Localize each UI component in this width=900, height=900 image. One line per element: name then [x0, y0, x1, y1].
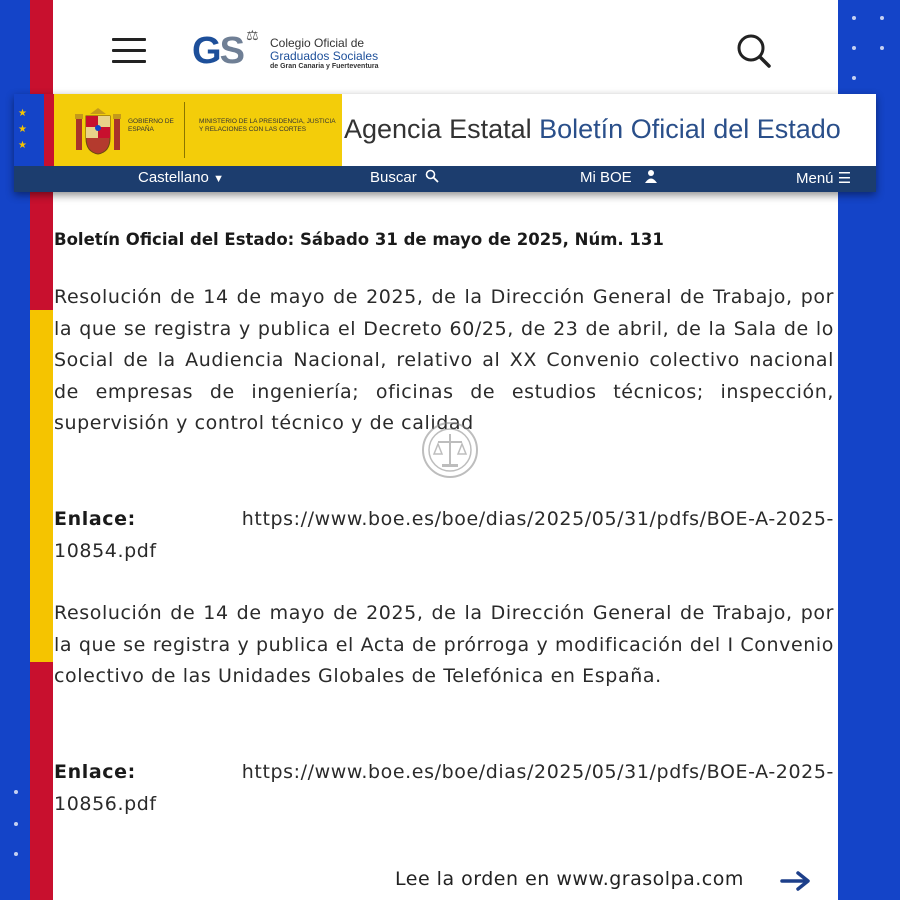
decor-dot: [852, 76, 856, 80]
divider: [184, 102, 185, 158]
gobierno-label: GOBIERNO DE ESPAÑA: [128, 118, 174, 133]
decor-dot: [14, 822, 18, 826]
my-boe-label: Mi BOE: [580, 169, 632, 186]
government-block: [54, 94, 342, 166]
link-label: Enlace:: [54, 508, 136, 530]
resolution-text-1: Resolución de 14 de mayo de 2025, de la Dirección General de Trabajo, por la que se registra y publica el Decreto 60/25, de 23 de abril, de la Sala de lo Social de la Audiencia Nacional, relativo al XX Convenio colectivo nacional de empresas de ingeniería; oficinas de estudios técnicos; inspección, supervisión y control técnico y de calidad: [54, 286, 834, 435]
link-block-1: [54, 504, 834, 567]
logo-line-1: Colegio Oficial de: [270, 36, 365, 50]
search-icon[interactable]: [734, 32, 774, 72]
footer-cta[interactable]: Lee la orden en www.grasolpa.com: [395, 868, 744, 890]
page-title: Boletín Oficial del Estado: Sábado 31 de mayo de 2025, Núm. 131: [54, 230, 664, 249]
logo-mark: GS: [192, 30, 243, 72]
search-link-label: Buscar: [370, 169, 417, 186]
arrow-right-icon[interactable]: [780, 870, 812, 892]
language-selector[interactable]: [138, 169, 224, 186]
eu-stripe: [14, 94, 44, 166]
scales-of-justice-icon: ⚖: [246, 28, 259, 44]
red-strip: [44, 94, 54, 166]
magnifier-icon: [425, 169, 439, 183]
boe-title-highlight: Boletín Oficial del Estado: [539, 114, 841, 144]
left-yellow-band: [30, 310, 53, 662]
language-label: Castellano: [138, 169, 209, 186]
boe-banner: [14, 94, 876, 192]
boe-title-plain: Agencia Estatal: [344, 114, 532, 144]
resolution-text-2: Resolución de 14 de mayo de 2025, de la Dirección General de Trabajo, por la que se registra y publica el Acta de prórroga y modificación del I Convenio colectivo de las Unidades Globales de Telefónica en España.: [54, 602, 834, 688]
logo-line-3: de Gran Canaria y Fuerteventura: [270, 63, 379, 70]
boe-menu-button[interactable]: [796, 169, 851, 187]
star-icon: ★: [18, 140, 27, 151]
my-boe-link[interactable]: [580, 169, 658, 186]
decor-dot: [852, 16, 856, 20]
watermark-seal-icon: [420, 420, 480, 480]
menu-label: Menú: [796, 170, 834, 187]
caret-down-icon: ▼: [213, 173, 224, 185]
logo-line-2: Graduados Sociales: [270, 49, 379, 63]
user-icon: [644, 169, 658, 183]
boe-link-1[interactable]: https://www.boe.es/boe/dias/2025/05/31/pdfs/BOE-A-2025-10854.pdf: [54, 508, 834, 562]
decor-dot: [880, 46, 884, 50]
star-icon: ★: [18, 124, 27, 135]
boe-nav-bar: [14, 166, 876, 192]
decor-dot: [852, 46, 856, 50]
hamburger-menu-icon[interactable]: [112, 36, 146, 66]
star-icon: ★: [18, 108, 27, 119]
decor-dot: [14, 852, 18, 856]
coat-of-arms-icon: [72, 104, 124, 158]
menu-bars-icon: ☰: [837, 170, 852, 187]
boe-title[interactable]: [344, 114, 841, 145]
colegio-logo[interactable]: [192, 28, 412, 74]
search-link[interactable]: [370, 169, 439, 186]
decor-dot: [14, 790, 18, 794]
link-block-2: [54, 757, 834, 820]
ministry-label: MINISTERIO DE LA PRESIDENCIA, JUSTICIA Y RELACIONES CON LAS CORTES: [199, 118, 336, 133]
boe-link-2[interactable]: https://www.boe.es/boe/dias/2025/05/31/pdfs/BOE-A-2025-10856.pdf: [54, 761, 834, 815]
decor-dot: [880, 16, 884, 20]
link-label: Enlace:: [54, 761, 136, 783]
